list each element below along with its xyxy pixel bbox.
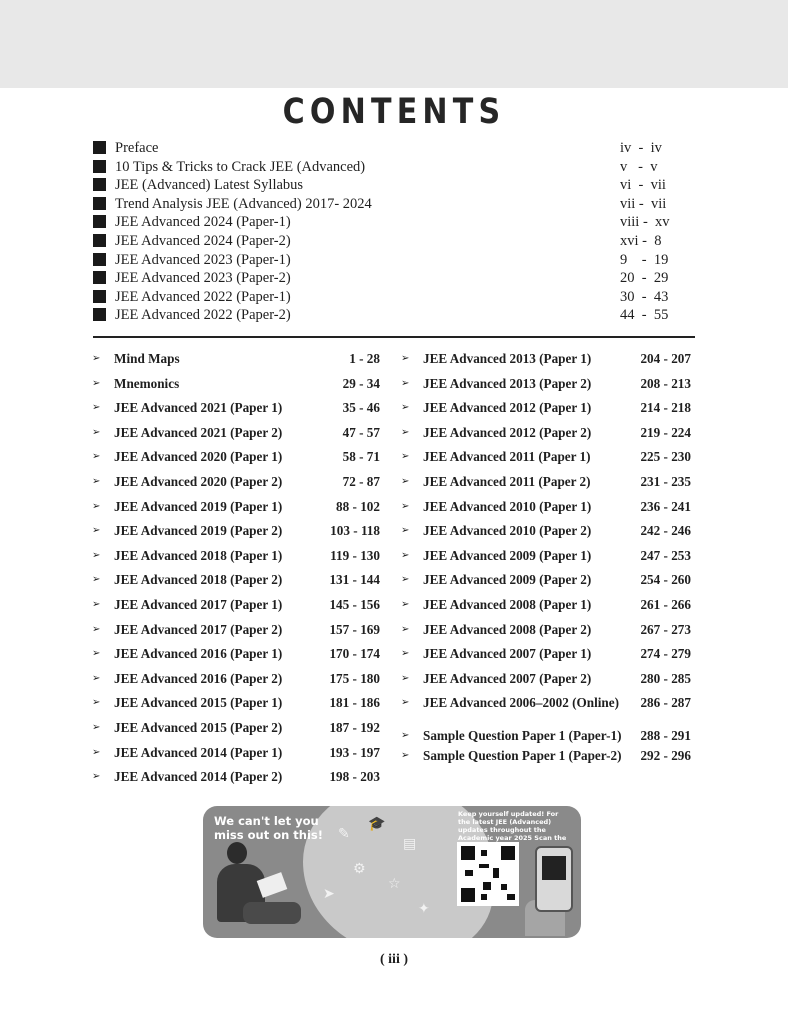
prelim-row[interactable] <box>93 176 685 195</box>
arrow-bullet-icon: ➢ <box>92 377 101 389</box>
entry-label: JEE Advanced 2014 (Paper 2) <box>114 769 283 785</box>
contents-entry[interactable] <box>401 399 695 424</box>
page-number: ( iii ) <box>380 952 408 967</box>
graduation-cap-icon: 🎓 <box>368 816 386 832</box>
contents-entry[interactable] <box>92 744 384 769</box>
entry-pages: 170 - 174 <box>329 646 380 662</box>
arrow-bullet-icon: ➢ <box>92 648 101 660</box>
entry-pages: 72 - 87 <box>342 473 380 489</box>
entry-pages: 225 - 230 <box>640 449 691 465</box>
contents-entry[interactable] <box>92 498 384 523</box>
contents-entry[interactable] <box>92 399 384 424</box>
prelim-pages: 20 - 29 <box>620 270 669 287</box>
contents-entry[interactable] <box>92 350 384 375</box>
page-title: CONTENTS <box>282 92 506 132</box>
square-bullet-icon <box>93 308 106 321</box>
arrow-bullet-icon: ➢ <box>401 500 410 512</box>
top-gray-band <box>0 0 788 88</box>
arrow-bullet-icon: ➢ <box>92 402 101 414</box>
contents-entry[interactable] <box>401 571 695 596</box>
entry-pages: 103 - 118 <box>330 523 380 539</box>
contents-entry[interactable] <box>92 547 384 572</box>
prelim-pages: 44 - 55 <box>620 307 669 324</box>
arrow-bullet-icon: ➢ <box>401 598 410 610</box>
contents-entry[interactable] <box>401 621 695 646</box>
entry-label: JEE Advanced 2010 (Paper 2) <box>423 523 592 539</box>
entry-label: JEE Advanced 2017 (Paper 2) <box>114 621 283 637</box>
entry-pages: 181 - 186 <box>329 695 380 711</box>
arrow-bullet-icon: ➢ <box>92 771 101 783</box>
arrow-bullet-icon: ➢ <box>92 451 101 463</box>
contents-entry[interactable] <box>92 670 384 695</box>
entry-label: JEE Advanced 2015 (Paper 2) <box>114 719 283 735</box>
contents-entry[interactable] <box>92 768 384 793</box>
contents-entry[interactable] <box>92 719 384 744</box>
entry-label: JEE Advanced 2007 (Paper 1) <box>423 646 592 662</box>
entry-pages: 231 - 235 <box>640 473 691 489</box>
prelim-label: JEE Advanced 2024 (Paper-1) <box>115 214 291 231</box>
entry-pages: 187 - 192 <box>329 719 380 735</box>
entry-pages: 219 - 224 <box>640 424 691 440</box>
qr-code-icon[interactable] <box>457 842 519 906</box>
entry-pages: 204 - 207 <box>640 351 691 366</box>
arrow-bullet-icon: ➢ <box>401 451 410 463</box>
entry-pages: 193 - 197 <box>329 744 380 760</box>
entry-pages: 157 - 169 <box>329 621 380 637</box>
prelim-pages: iv - iv <box>620 140 662 156</box>
prelim-label: JEE Advanced 2023 (Paper-1) <box>115 251 291 268</box>
arrow-bullet-icon: ➢ <box>401 353 410 364</box>
prelim-label: JEE Advanced 2022 (Paper-2) <box>115 307 291 324</box>
left-contents-column <box>92 350 384 793</box>
contents-entry[interactable] <box>401 522 695 547</box>
arrow-bullet-icon: ➢ <box>92 746 101 758</box>
entry-pages: 254 - 260 <box>640 572 691 588</box>
entry-pages: 261 - 266 <box>640 596 691 612</box>
entry-label: JEE Advanced 2008 (Paper 1) <box>423 596 592 612</box>
arrow-bullet-icon: ➢ <box>401 623 410 635</box>
entry-label: JEE Advanced 2019 (Paper 1) <box>114 498 283 514</box>
entry-label: Sample Question Paper 1 (Paper-1) <box>423 728 622 744</box>
prelim-row[interactable] <box>93 195 685 214</box>
arrow-bullet-icon: ➢ <box>401 697 410 709</box>
entry-pages: 47 - 57 <box>342 424 380 440</box>
arrow-bullet-icon: ➢ <box>92 697 101 709</box>
entry-pages: 274 - 279 <box>640 646 691 662</box>
right-contents-column <box>401 350 695 772</box>
contents-entry[interactable] <box>92 473 384 498</box>
arrow-bullet-icon: ➢ <box>401 648 410 660</box>
square-bullet-icon <box>93 141 106 154</box>
prelim-row[interactable] <box>93 139 685 158</box>
square-bullet-icon <box>93 253 106 266</box>
contents-entry[interactable] <box>401 498 695 523</box>
arrow-bullet-icon: ➢ <box>401 475 410 487</box>
entry-pages: 286 - 287 <box>640 695 691 711</box>
contents-entry[interactable] <box>92 645 384 670</box>
contents-entry[interactable] <box>92 448 384 473</box>
arrow-bullet-icon: ➢ <box>92 353 101 364</box>
square-bullet-icon <box>93 271 106 284</box>
phone-icon <box>535 846 573 912</box>
entry-label: JEE Advanced 2012 (Paper 2) <box>423 424 592 440</box>
entry-pages: 175 - 180 <box>329 670 380 686</box>
entry-pages: 119 - 130 <box>330 547 380 563</box>
arrow-bullet-icon: ➢ <box>401 377 410 389</box>
entry-label: JEE Advanced 2011 (Paper 1) <box>423 449 591 465</box>
entry-pages: 198 - 203 <box>329 769 380 785</box>
prelim-label: Trend Analysis JEE (Advanced) 2017- 2024 <box>115 195 372 212</box>
entry-label: JEE Advanced 2011 (Paper 2) <box>423 473 591 489</box>
entry-label: JEE Advanced 2008 (Paper 2) <box>423 621 592 637</box>
entry-label: JEE Advanced 2006–2002 (Online) <box>423 695 620 711</box>
prelim-pages: viii - xv <box>620 214 670 231</box>
arrow-bullet-icon: ➢ <box>401 525 410 537</box>
qr-promo-banner[interactable] <box>203 806 581 938</box>
entry-pages: 247 - 253 <box>640 547 691 563</box>
arrow-bullet-icon: ➢ <box>92 623 101 635</box>
entry-pages: 29 - 34 <box>342 375 380 391</box>
contents-entry[interactable] <box>401 473 695 498</box>
contents-entry[interactable] <box>401 670 695 695</box>
arrow-bullet-icon: ➢ <box>92 721 101 733</box>
prelim-pages: xvi - 8 <box>620 232 662 249</box>
contents-entry[interactable] <box>401 694 695 727</box>
entry-label: JEE Advanced 2013 (Paper 2) <box>423 375 592 391</box>
entry-label: JEE Advanced 2007 (Paper 2) <box>423 670 592 686</box>
contents-entry[interactable] <box>401 424 695 449</box>
phone-qr-screen <box>542 856 566 880</box>
preliminary-list <box>93 139 685 325</box>
entry-label: Mnemonics <box>114 375 180 391</box>
arrow-bullet-icon: ➢ <box>401 426 410 438</box>
contents-entry[interactable] <box>401 645 695 670</box>
contents-entry[interactable] <box>92 621 384 646</box>
entry-label: JEE Advanced 2014 (Paper 1) <box>114 744 283 760</box>
square-bullet-icon <box>93 215 106 228</box>
arrow-bullet-icon: ➢ <box>92 475 101 487</box>
contents-entry[interactable] <box>92 571 384 596</box>
prelim-row[interactable] <box>93 232 685 251</box>
arrow-bullet-icon: ➢ <box>401 750 410 762</box>
student-head <box>227 842 247 864</box>
entry-pages: 288 - 291 <box>640 728 691 744</box>
entry-label: JEE Advanced 2018 (Paper 1) <box>114 547 283 563</box>
contents-entry[interactable] <box>401 350 695 375</box>
entry-pages: 145 - 156 <box>329 596 380 612</box>
square-bullet-icon <box>93 234 106 247</box>
lightbulb-icon: ✦ <box>418 901 430 917</box>
prelim-label: 10 Tips & Tricks to Crack JEE (Advanced) <box>115 158 366 175</box>
arrow-bullet-icon: ➢ <box>92 426 101 438</box>
prelim-row[interactable] <box>93 158 685 177</box>
contents-entry[interactable] <box>401 727 695 747</box>
entry-label: JEE Advanced 2020 (Paper 1) <box>114 449 283 465</box>
entry-pages: 292 - 296 <box>640 748 691 764</box>
prelim-label: JEE Advanced 2022 (Paper-1) <box>115 288 291 305</box>
entry-label: JEE Advanced 2009 (Paper 1) <box>423 547 592 563</box>
prelim-label: JEE Advanced 2024 (Paper-2) <box>115 232 291 249</box>
entry-pages: 214 - 218 <box>640 400 691 416</box>
entry-pages: 1 - 28 <box>349 351 380 366</box>
contents-entry[interactable] <box>401 747 695 772</box>
arrow-bullet-icon: ➢ <box>92 500 101 512</box>
arrow-bullet-icon: ➢ <box>401 672 410 684</box>
arrow-bullet-icon: ➢ <box>401 574 410 586</box>
prelim-row[interactable] <box>93 269 685 288</box>
prelim-row[interactable] <box>93 213 685 232</box>
prelim-pages: vii - vii <box>620 195 667 212</box>
entry-label: JEE Advanced 2015 (Paper 1) <box>114 695 283 711</box>
entry-pages: 131 - 144 <box>329 572 380 588</box>
entry-label: JEE Advanced 2021 (Paper 2) <box>114 424 283 440</box>
square-bullet-icon <box>93 197 106 210</box>
entry-label: JEE Advanced 2017 (Paper 1) <box>114 596 283 612</box>
gear-icon: ⚙ <box>353 861 366 877</box>
entry-label: JEE Advanced 2010 (Paper 1) <box>423 498 592 514</box>
square-bullet-icon <box>93 160 106 173</box>
arrow-bullet-icon: ➢ <box>92 672 101 684</box>
pencil-icon: ✎ <box>338 826 350 842</box>
book-icon: ▤ <box>403 836 417 852</box>
contents-entry[interactable] <box>92 424 384 449</box>
entry-label: JEE Advanced 2019 (Paper 2) <box>114 523 283 539</box>
entry-label: JEE Advanced 2012 (Paper 1) <box>423 400 592 416</box>
arrow-bullet-icon: ➢ <box>92 574 101 586</box>
arrow-bullet-icon: ➢ <box>401 402 410 414</box>
entry-pages: 35 - 46 <box>342 400 380 416</box>
banner-headline: We can't let you miss out on this! <box>214 814 324 842</box>
prelim-row[interactable] <box>93 288 685 307</box>
contents-entry[interactable] <box>92 522 384 547</box>
entry-pages: 236 - 241 <box>640 498 691 514</box>
contents-entry[interactable] <box>401 547 695 572</box>
paper-plane-icon: ➤ <box>323 886 335 902</box>
prelim-pages: v - v <box>620 158 658 175</box>
prelim-label: JEE (Advanced) Latest Syllabus <box>115 177 304 194</box>
contents-entry[interactable] <box>92 375 384 400</box>
contents-entry[interactable] <box>401 375 695 400</box>
entry-label: JEE Advanced 2020 (Paper 2) <box>114 473 283 489</box>
entry-pages: 267 - 273 <box>640 621 691 637</box>
entry-pages: 88 - 102 <box>336 498 380 514</box>
arrow-bullet-icon: ➢ <box>92 525 101 537</box>
contents-entry[interactable] <box>401 596 695 621</box>
entry-pages: 58 - 71 <box>342 449 380 465</box>
contents-entry[interactable] <box>401 448 695 473</box>
arrow-bullet-icon: ➢ <box>92 549 101 561</box>
entry-label: Sample Question Paper 1 (Paper-2) <box>423 748 622 764</box>
contents-entry[interactable] <box>92 694 384 719</box>
banner-note: Keep yourself updated! For the latest JEE (Advanced) updates throughout the Academic year 2025 Scan the <box>458 810 567 842</box>
entry-pages: 280 - 285 <box>640 670 691 686</box>
entry-label: JEE Advanced 2013 (Paper 1) <box>423 351 592 366</box>
prelim-row[interactable] <box>93 251 685 270</box>
prelim-pages: 30 - 43 <box>620 288 669 305</box>
arrow-bullet-icon: ➢ <box>401 730 410 742</box>
entry-label: JEE Advanced 2021 (Paper 1) <box>114 400 283 416</box>
square-bullet-icon <box>93 178 106 191</box>
prelim-row[interactable] <box>93 306 685 325</box>
student-legs <box>243 902 301 924</box>
entry-label: JEE Advanced 2009 (Paper 2) <box>423 572 592 588</box>
section-divider <box>93 336 695 338</box>
arrow-bullet-icon: ➢ <box>401 549 410 561</box>
square-bullet-icon <box>93 290 106 303</box>
star-icon: ☆ <box>388 876 401 892</box>
arrow-bullet-icon: ➢ <box>92 598 101 610</box>
entry-label: JEE Advanced 2016 (Paper 2) <box>114 670 283 686</box>
prelim-label: JEE Advanced 2023 (Paper-2) <box>115 270 291 287</box>
prelim-label: Preface <box>115 140 159 156</box>
contents-entry[interactable] <box>92 596 384 621</box>
entry-pages: 208 - 213 <box>640 375 691 391</box>
entry-label: JEE Advanced 2016 (Paper 1) <box>114 646 283 662</box>
entry-label: Mind Maps <box>114 351 180 366</box>
entry-pages: 242 - 246 <box>640 523 691 539</box>
prelim-pages: vi - vii <box>620 177 666 194</box>
entry-label: JEE Advanced 2018 (Paper 2) <box>114 572 283 588</box>
prelim-pages: 9 - 19 <box>620 251 669 268</box>
